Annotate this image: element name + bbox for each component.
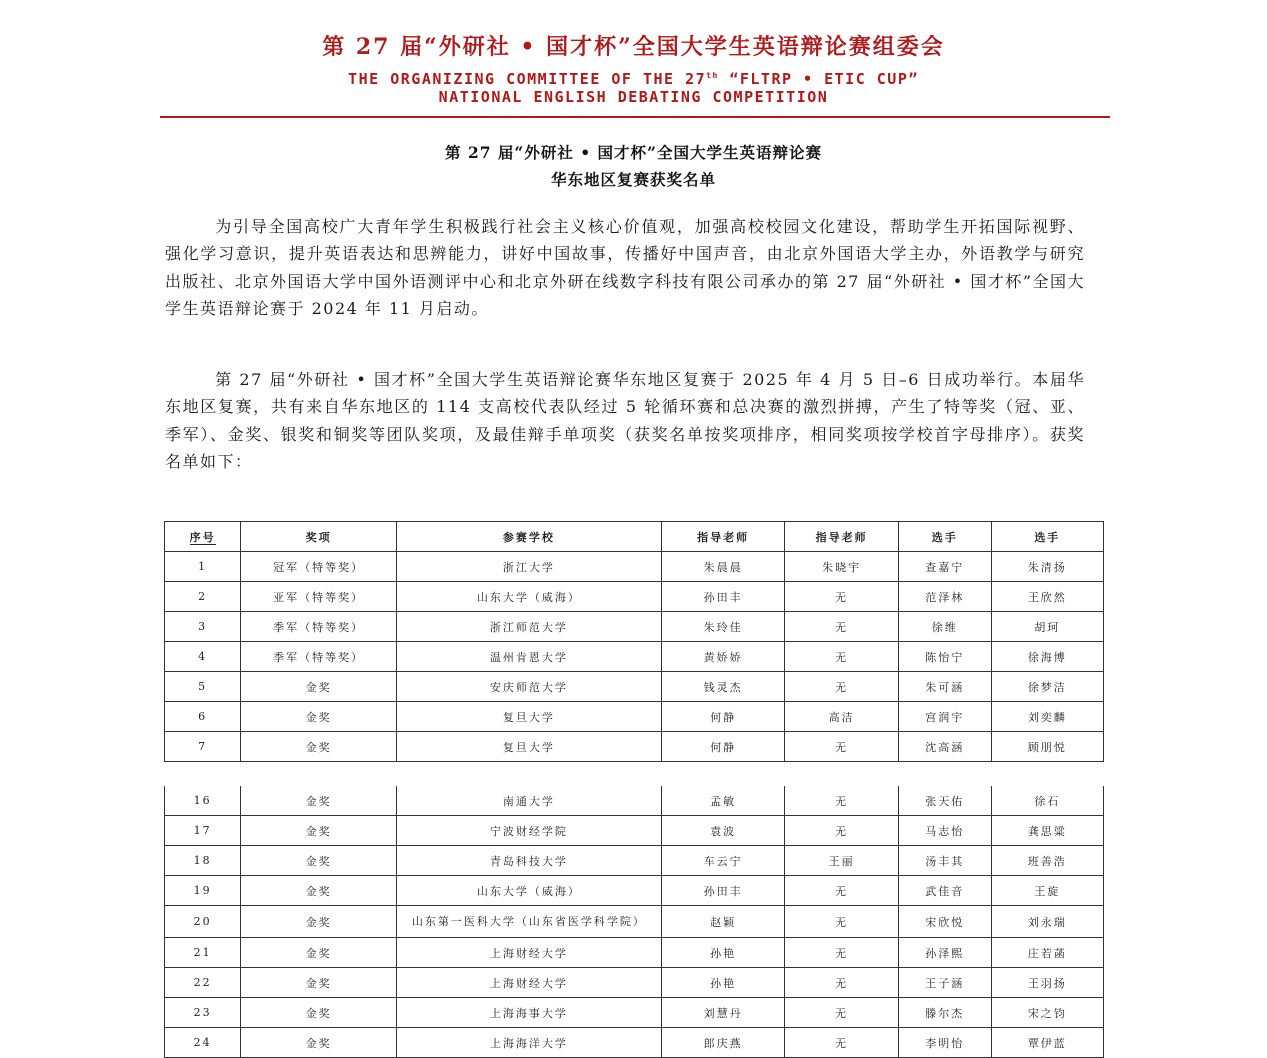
cell-award: 金奖 — [241, 816, 397, 846]
cell-advisor-2: 朱晓宇 — [785, 552, 898, 582]
table-row — [165, 968, 1104, 998]
table-row — [165, 906, 1104, 938]
cell-advisor-2: 无 — [785, 786, 898, 816]
cell-advisor-1: 车云宁 — [661, 846, 785, 876]
table-row — [165, 786, 1104, 816]
cell-school: 上海财经大学 — [396, 938, 661, 968]
cell-debater-2: 宋之钧 — [991, 998, 1103, 1028]
cell-debater-1: 孙泽熙 — [898, 938, 991, 968]
cell-index: 18 — [165, 846, 241, 876]
cell-debater-1: 张天佑 — [898, 786, 991, 816]
cell-advisor-2: 无 — [785, 732, 898, 762]
cell-school: 上海海事大学 — [396, 998, 661, 1028]
cell-advisor-1: 钱灵杰 — [661, 672, 785, 702]
cell-debater-1: 朱可涵 — [898, 672, 991, 702]
cell-advisor-2: 无 — [785, 906, 898, 938]
cell-index: 1 — [165, 552, 241, 582]
cell-debater-1: 徐维 — [898, 612, 991, 642]
cell-advisor-2: 无 — [785, 998, 898, 1028]
cell-debater-1: 宋欣悦 — [898, 906, 991, 938]
cell-advisor-2: 无 — [785, 582, 898, 612]
table-row — [165, 552, 1104, 582]
cell-index: 22 — [165, 968, 241, 998]
cell-school: 浙江大学 — [396, 552, 661, 582]
cell-debater-1: 范泽林 — [898, 582, 991, 612]
cell-award: 季军（特等奖） — [241, 642, 397, 672]
table-row — [165, 816, 1104, 846]
cell-advisor-2: 无 — [785, 642, 898, 672]
cell-debater-2: 龚思粱 — [991, 816, 1103, 846]
table-row — [165, 876, 1104, 906]
cell-award: 金奖 — [241, 672, 397, 702]
cell-debater-2: 徐石 — [991, 786, 1103, 816]
cell-school: 复旦大学 — [396, 732, 661, 762]
table-row — [165, 846, 1104, 876]
table-row — [165, 672, 1104, 702]
cell-advisor-2: 无 — [785, 1028, 898, 1058]
cell-advisor-2: 无 — [785, 816, 898, 846]
cell-debater-1: 查嘉宁 — [898, 552, 991, 582]
cell-school: 上海海洋大学 — [396, 1028, 661, 1058]
cell-award: 金奖 — [241, 938, 397, 968]
cell-debater-2: 班善浩 — [991, 846, 1103, 876]
cell-advisor-1: 黄娇娇 — [661, 642, 785, 672]
cell-advisor-1: 朱玲佳 — [661, 612, 785, 642]
header-debater-1: 选手 — [898, 522, 991, 552]
letterhead-english-line2: NATIONAL ENGLISH DEBATING COMPETITION — [438, 88, 829, 106]
cell-school: 温州肯恩大学 — [396, 642, 661, 672]
cell-school: 复旦大学 — [396, 702, 661, 732]
table-row — [165, 612, 1104, 642]
awards-table-top — [164, 521, 1104, 762]
cell-award: 金奖 — [241, 846, 397, 876]
cell-advisor-1: 郎庆燕 — [661, 1028, 785, 1058]
intro-paragraph: 为引导全国高校广大青年学生积极践行社会主义核心价值观，加强高校校园文化建设，帮助学生开拓国际视野、强化学习意识，提升英语表达和思辨能力，讲好中国故事，传播好中国声音，由北京外国语大学主办，外语教学与研究出版社、北京外国语大学中国外语测评中心和北京外研在线数字科技有限公司承办的第 27 届“外研社 • 国才杯”全国大学生英语辩论赛于 2024 年 11 月启动。 — [165, 217, 1086, 318]
letterhead-chinese-title: 第 27 届“外研社 • 国才杯”全国大学生英语辩论赛组委会 — [322, 34, 945, 60]
awards-table-continued — [164, 786, 1104, 1058]
competition-paragraph: 第 27 届“外研社 • 国才杯”全国大学生英语辩论赛华东地区复赛于 2025 年 4 月 5 日–6 日成功举行。本届华东地区复赛，共有来自华东地区的 114 支高校代表队经过 5 轮循环赛和总决赛的激烈拼搏，产生了特等奖（冠、亚、季军）、金奖、银奖和铜奖等团队奖项，及最佳辩手单项奖（获奖名单按奖项排序，相同奖项按学校首字母排序）。获奖名单如下： — [165, 370, 1085, 471]
cell-debater-1: 宫润宇 — [898, 702, 991, 732]
cell-debater-1: 沈高涵 — [898, 732, 991, 762]
cell-debater-2: 朱清扬 — [991, 552, 1103, 582]
document-subtitle: 华东地区复赛获奖名单 — [550, 170, 716, 189]
cell-debater-2: 徐梦洁 — [991, 672, 1103, 702]
cell-debater-1: 李明怡 — [898, 1028, 991, 1058]
header-index: 序号 — [165, 522, 241, 552]
cell-advisor-1: 何静 — [661, 702, 785, 732]
table-row — [165, 998, 1104, 1028]
letterhead-english-line1: THE ORGANIZING COMMITTEE OF THE 27th “FLTRP • ETIC CUP” — [348, 70, 919, 88]
table-row — [165, 702, 1104, 732]
cell-advisor-1: 刘慧丹 — [661, 998, 785, 1028]
table-row — [165, 582, 1104, 612]
header-school: 参赛学校 — [396, 522, 661, 552]
cell-advisor-2: 高洁 — [785, 702, 898, 732]
cell-debater-1: 武佳音 — [898, 876, 991, 906]
table-row — [165, 1028, 1104, 1058]
cell-index: 2 — [165, 582, 241, 612]
header-advisor-1: 指导老师 — [661, 522, 785, 552]
cell-advisor-1: 孙艳 — [661, 938, 785, 968]
cell-school: 山东第一医科大学（山东省医学科学院） — [396, 906, 661, 938]
cell-debater-2: 徐海博 — [991, 642, 1103, 672]
cell-advisor-1: 袁波 — [661, 816, 785, 846]
cell-index: 17 — [165, 816, 241, 846]
cell-award: 季军（特等奖） — [241, 612, 397, 642]
cell-index: 6 — [165, 702, 241, 732]
cell-debater-1: 王子涵 — [898, 968, 991, 998]
cell-advisor-1: 孟敏 — [661, 786, 785, 816]
cell-debater-2: 刘永瑞 — [991, 906, 1103, 938]
document-title: 第 27 届“外研社 • 国才杯”全国大学生英语辩论赛 — [445, 143, 822, 162]
cell-index: 3 — [165, 612, 241, 642]
cell-advisor-2: 无 — [785, 876, 898, 906]
cell-advisor-2: 无 — [785, 612, 898, 642]
cell-advisor-1: 孙田丰 — [661, 876, 785, 906]
cell-award: 金奖 — [241, 786, 397, 816]
cell-index: 20 — [165, 906, 241, 938]
cell-debater-2: 庄若菡 — [991, 938, 1103, 968]
cell-school: 宁波财经学院 — [396, 816, 661, 846]
cell-school: 上海财经大学 — [396, 968, 661, 998]
cell-index: 23 — [165, 998, 241, 1028]
cell-school: 南通大学 — [396, 786, 661, 816]
cell-index: 19 — [165, 876, 241, 906]
cell-debater-2: 王欣然 — [991, 582, 1103, 612]
letterhead-divider — [160, 116, 1110, 118]
header-debater-2: 选手 — [991, 522, 1103, 552]
cell-award: 金奖 — [241, 702, 397, 732]
cell-debater-2: 刘奕麟 — [991, 702, 1103, 732]
header-award: 奖项 — [241, 522, 397, 552]
cell-index: 21 — [165, 938, 241, 968]
cell-debater-1: 马志怡 — [898, 816, 991, 846]
table-row — [165, 642, 1104, 672]
cell-debater-2: 覃伊蓝 — [991, 1028, 1103, 1058]
cell-school: 山东大学（威海） — [396, 876, 661, 906]
cell-school: 浙江师范大学 — [396, 612, 661, 642]
cell-advisor-1: 朱晨晨 — [661, 552, 785, 582]
cell-school: 青岛科技大学 — [396, 846, 661, 876]
cell-advisor-1: 孙田丰 — [661, 582, 785, 612]
cell-award: 冠军（特等奖） — [241, 552, 397, 582]
header-advisor-2: 指导老师 — [785, 522, 898, 552]
cell-debater-1: 汤丰其 — [898, 846, 991, 876]
cell-advisor-1: 何静 — [661, 732, 785, 762]
cell-award: 金奖 — [241, 732, 397, 762]
cell-debater-1: 滕尔杰 — [898, 998, 991, 1028]
cell-debater-2: 王羽扬 — [991, 968, 1103, 998]
cell-debater-2: 胡珂 — [991, 612, 1103, 642]
cell-debater-2: 顾朋悦 — [991, 732, 1103, 762]
cell-advisor-2: 无 — [785, 938, 898, 968]
cell-award: 金奖 — [241, 1028, 397, 1058]
cell-award: 金奖 — [241, 876, 397, 906]
cell-school: 安庆师范大学 — [396, 672, 661, 702]
cell-debater-2: 王旋 — [991, 876, 1103, 906]
cell-award: 金奖 — [241, 998, 397, 1028]
table-row — [165, 938, 1104, 968]
cell-index: 24 — [165, 1028, 241, 1058]
cell-school: 山东大学（威海） — [396, 582, 661, 612]
cell-award: 金奖 — [241, 968, 397, 998]
cell-debater-1: 陈怡宁 — [898, 642, 991, 672]
table-row — [165, 732, 1104, 762]
cell-index: 7 — [165, 732, 241, 762]
cell-award: 金奖 — [241, 906, 397, 938]
cell-advisor-2: 无 — [785, 672, 898, 702]
cell-index: 5 — [165, 672, 241, 702]
cell-index: 4 — [165, 642, 241, 672]
cell-index: 16 — [165, 786, 241, 816]
cell-advisor-1: 孙艳 — [661, 968, 785, 998]
table-header-row — [165, 522, 1104, 552]
cell-advisor-2: 无 — [785, 968, 898, 998]
cell-advisor-1: 赵颖 — [661, 906, 785, 938]
cell-advisor-2: 王丽 — [785, 846, 898, 876]
cell-award: 亚军（特等奖） — [241, 582, 397, 612]
